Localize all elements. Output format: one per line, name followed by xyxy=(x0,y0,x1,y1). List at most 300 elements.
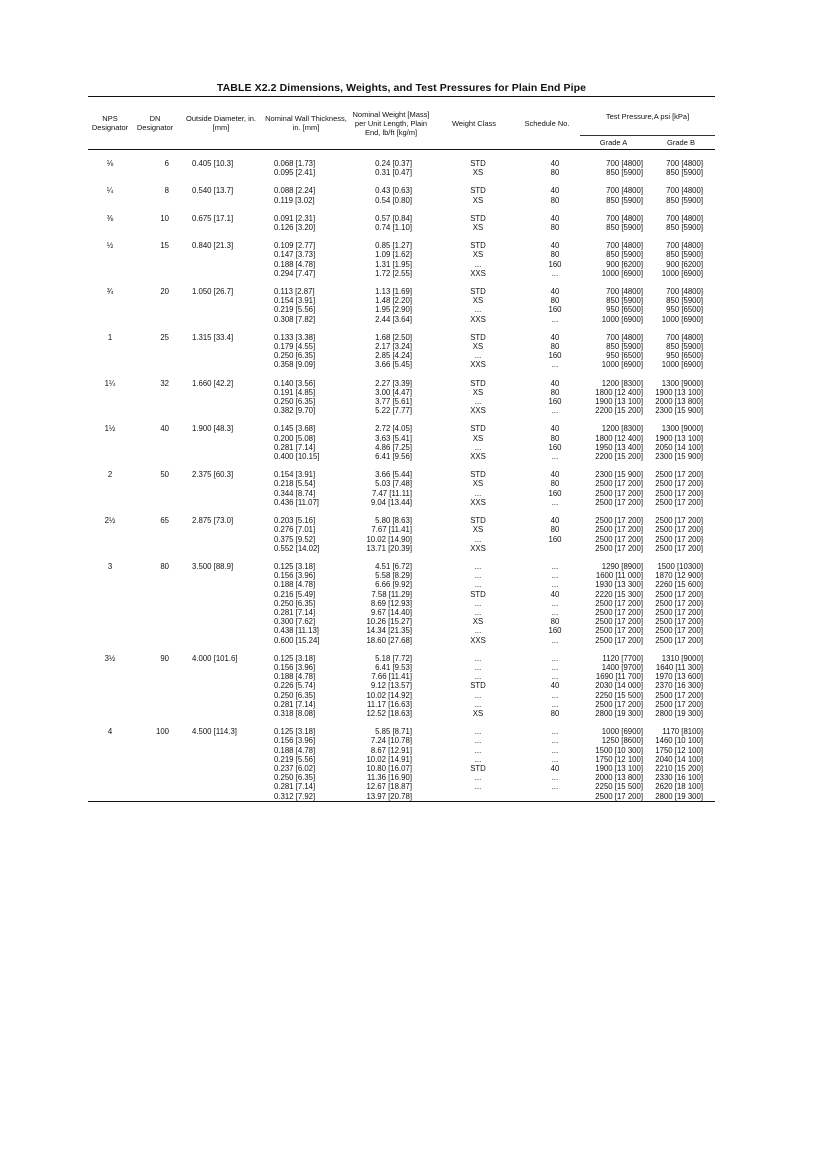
cell-weight: 2.27 [3.39] xyxy=(375,378,412,388)
cell-ga: 1800 [12 400] xyxy=(595,387,643,397)
cell-wall: 0.156 [3.96] xyxy=(274,662,316,672)
cell-weight: 5.18 [7.72] xyxy=(375,653,412,663)
cell-cls: STD xyxy=(470,287,486,297)
cell-dn xyxy=(132,608,178,617)
cell-wall: 0.216 [5.49] xyxy=(274,589,316,599)
table-row xyxy=(88,333,715,342)
cell-od xyxy=(178,525,264,534)
cell-wall: 0.312 [7.92] xyxy=(264,792,348,802)
cell-sch: ... xyxy=(551,452,559,462)
cell-od: 0.540 [13.7] xyxy=(192,186,234,196)
cell-weight: 1.13 [1.69] xyxy=(375,287,412,297)
cell-wall: 0.091 [2.31] xyxy=(274,213,316,223)
cell-cls: ... xyxy=(474,736,482,746)
cell-weight: 7.58 [11.29] xyxy=(371,589,412,599)
row-spacer xyxy=(88,370,715,379)
cell-nps: ⅜ xyxy=(106,213,114,223)
table-row xyxy=(88,379,715,388)
table-row xyxy=(88,214,715,223)
cell-dn xyxy=(132,269,178,278)
cell-cls: XXS xyxy=(470,406,486,416)
cell-gb: 700 [4800] xyxy=(666,186,703,196)
cell-dn xyxy=(132,443,178,452)
cell-nps: 1 xyxy=(107,332,113,342)
cell-wall: 0.179 [4.55] xyxy=(274,342,316,352)
cell-weight: 5.80 [8.63] xyxy=(375,516,412,526)
cell-ga: 850 [5900] xyxy=(606,296,643,306)
cell-gb: 2000 [13 800] xyxy=(655,397,703,407)
cell-sch: 80 xyxy=(550,168,560,178)
cell-weight: 2.85 [4.24] xyxy=(375,351,412,361)
cell-nps xyxy=(88,755,132,764)
cell-weight: 13.97 [20.78] xyxy=(348,792,434,802)
table-row xyxy=(88,672,715,681)
cell-weight: 10.02 [14.90] xyxy=(366,534,412,544)
cell-weight: 5.85 [8.71] xyxy=(375,727,412,737)
cell-nps xyxy=(88,681,132,690)
cell-nps: 1½ xyxy=(104,424,116,434)
cell-ga: 950 [6500] xyxy=(606,305,643,315)
cell-ga: 2030 [14 000] xyxy=(595,681,643,691)
cell-gb: 950 [6500] xyxy=(666,305,703,315)
row-spacer xyxy=(88,205,715,214)
table-row xyxy=(88,479,715,488)
cell-dn xyxy=(132,626,178,635)
cell-dn xyxy=(132,590,178,599)
cell-nps xyxy=(88,250,132,259)
cell-nps xyxy=(88,296,132,305)
cell-weight: 0.57 [0.84] xyxy=(375,213,412,223)
table-row xyxy=(88,746,715,755)
table-row xyxy=(88,571,715,580)
cell-dn xyxy=(132,571,178,580)
cell-gb: 850 [5900] xyxy=(666,296,703,306)
cell-weight: 0.85 [1.27] xyxy=(375,241,412,251)
cell-sch: 40 xyxy=(550,159,560,168)
cell-cls: ... xyxy=(474,754,482,764)
cell-cls: XXS xyxy=(470,268,486,278)
cell-wall: 0.294 [7.47] xyxy=(274,268,316,278)
cell-od xyxy=(178,479,264,488)
cell-wall: 0.375 [9.52] xyxy=(274,534,316,544)
cell-od xyxy=(178,792,264,802)
cell-sch: ... xyxy=(551,736,559,746)
cell-dn xyxy=(132,782,178,791)
cell-nps xyxy=(88,479,132,488)
table-row xyxy=(88,489,715,498)
cell-weight: 5.22 [7.77] xyxy=(375,406,412,416)
cell-od: 1.660 [42.2] xyxy=(192,378,234,388)
header-nominal-weight: Nominal Weight [Mass] per Unit Length, Plain End, lb/ft [kg/m] xyxy=(348,97,434,150)
cell-cls: STD xyxy=(470,186,486,196)
cell-cls: ... xyxy=(474,745,482,755)
cell-weight: 5.58 [8.29] xyxy=(375,571,412,581)
table-row xyxy=(88,535,715,544)
cell-weight: 9.04 [13.44] xyxy=(370,497,412,507)
cell-gb: 2500 [17 200] xyxy=(655,479,703,489)
cell-od xyxy=(178,296,264,305)
cell-dn: 90 xyxy=(160,653,169,663)
cell-weight: 1.31 [1.95] xyxy=(375,259,412,269)
cell-wall: 0.125 [3.18] xyxy=(274,561,316,571)
cell-cls: XXS xyxy=(470,360,486,370)
cell-dn: 25 xyxy=(160,332,169,342)
cell-ga: 850 [5900] xyxy=(606,168,643,178)
cell-nps xyxy=(88,599,132,608)
cell-od xyxy=(178,681,264,690)
cell-ga: 1400 [9700] xyxy=(601,662,643,672)
cell-od xyxy=(178,755,264,764)
cell-dn xyxy=(132,479,178,488)
table-row xyxy=(88,351,715,360)
cell-nps xyxy=(88,351,132,360)
table-row xyxy=(88,452,715,461)
cell-gb: 1000 [6900] xyxy=(661,360,703,370)
cell-dn xyxy=(132,452,178,461)
cell-sch: ... xyxy=(551,745,559,755)
cell-ga: 1930 [13 300] xyxy=(595,580,643,590)
cell-ga: 2500 [17 200] xyxy=(595,626,643,636)
cell-od xyxy=(178,663,264,672)
cell-gb: 2050 [14 100] xyxy=(655,442,703,452)
cell-sch: 80 xyxy=(550,525,560,535)
cell-dn xyxy=(132,388,178,397)
cell-nps xyxy=(88,792,132,802)
cell-od xyxy=(178,269,264,278)
cell-gb: 2500 [17 200] xyxy=(655,699,703,709)
table-row xyxy=(88,654,715,663)
cell-sch: 40 xyxy=(550,470,560,480)
cell-nps: ¾ xyxy=(106,287,114,297)
cell-ga: 2200 [15 200] xyxy=(595,452,643,462)
table-row xyxy=(88,498,715,507)
cell-cls: XS xyxy=(472,342,484,352)
cell-cls: ... xyxy=(474,534,482,544)
cell-weight: 8.67 [12.91] xyxy=(370,745,412,755)
table-row xyxy=(88,434,715,443)
cell-ga: 1600 [11 000] xyxy=(595,571,643,581)
table-row xyxy=(88,636,715,645)
cell-sch: 40 xyxy=(550,378,560,388)
cell-cls: STD xyxy=(470,332,486,342)
cell-gb: 2500 [17 200] xyxy=(655,617,703,627)
cell-dn xyxy=(132,709,178,718)
cell-weight: 7.67 [11.41] xyxy=(371,525,412,535)
cell-wall: 0.237 [6.02] xyxy=(274,763,316,773)
cell-cls: ... xyxy=(474,690,482,700)
cell-cls: ... xyxy=(474,305,482,315)
cell-od xyxy=(178,260,264,269)
cell-sch: 160 xyxy=(548,626,562,636)
cell-gb: 700 [4800] xyxy=(666,241,703,251)
table-row xyxy=(88,792,715,802)
cell-weight: 0.74 [1.10] xyxy=(375,223,412,233)
cell-sch: 160 xyxy=(548,259,562,269)
cell-gb: 2300 [15 900] xyxy=(655,406,703,416)
cell-nps xyxy=(88,196,132,205)
cell-gb: 950 [6500] xyxy=(666,351,703,361)
cell-cls: XXS xyxy=(470,635,486,645)
cell-cls: ... xyxy=(474,442,482,452)
cell-weight: 1.48 [2.20] xyxy=(375,296,412,306)
row-spacer xyxy=(88,177,715,186)
cell-weight: 3.66 [5.45] xyxy=(375,360,412,370)
cell-od xyxy=(178,223,264,232)
cell-od xyxy=(178,736,264,745)
cell-weight: 10.02 [14.92] xyxy=(366,690,412,700)
cell-gb: 1300 [9000] xyxy=(661,424,703,434)
cell-od xyxy=(178,498,264,507)
cell-ga: 850 [5900] xyxy=(606,342,643,352)
cell-sch: 80 xyxy=(550,342,560,352)
cell-ga: 2500 [17 200] xyxy=(595,617,643,627)
cell-sch: ... xyxy=(551,360,559,370)
cell-nps xyxy=(88,360,132,369)
cell-gb: 2500 [17 200] xyxy=(655,690,703,700)
cell-sch: 40 xyxy=(550,186,560,196)
cell-od xyxy=(178,608,264,617)
cell-weight: 3.00 [4.47] xyxy=(375,387,412,397)
cell-sch: 80 xyxy=(550,223,560,233)
cell-wall: 0.600 [15.24] xyxy=(274,635,320,645)
cell-dn xyxy=(132,342,178,351)
cell-od xyxy=(178,315,264,324)
cell-cls: XXS xyxy=(470,452,486,462)
cell-weight: 9.67 [14.40] xyxy=(370,607,412,617)
cell-gb: 2500 [17 200] xyxy=(655,516,703,526)
cell-gb: 2040 [14 100] xyxy=(655,754,703,764)
cell-cls: ... xyxy=(474,488,482,498)
cell-gb: 1750 [12 100] xyxy=(655,745,703,755)
cell-ga: 2800 [19 300] xyxy=(595,708,643,718)
cell-dn: 80 xyxy=(160,561,169,571)
table-body xyxy=(88,150,715,802)
cell-dn xyxy=(132,617,178,626)
cell-wall: 0.154 [3.91] xyxy=(274,470,316,480)
cell-od: 0.405 [10.3] xyxy=(192,159,234,168)
cell-dn xyxy=(132,580,178,589)
table-row xyxy=(88,250,715,259)
cell-od xyxy=(178,764,264,773)
cell-cls: STD xyxy=(470,378,486,388)
cell-od: 4.500 [114.3] xyxy=(192,727,237,737)
cell-ga: 700 [4800] xyxy=(606,159,643,168)
cell-sch: 80 xyxy=(550,433,560,443)
row-spacer xyxy=(88,553,715,562)
cell-nps: 2 xyxy=(107,470,113,480)
cell-weight: 2.44 [3.64] xyxy=(375,314,412,324)
cell-cls xyxy=(434,792,514,802)
cell-sch: ... xyxy=(551,727,559,737)
cell-od xyxy=(178,691,264,700)
cell-cls: XS xyxy=(472,617,484,627)
cell-weight: 9.12 [13.57] xyxy=(370,681,412,691)
cell-cls: ... xyxy=(474,626,482,636)
cell-od xyxy=(178,168,264,177)
header-dn: DN Designator xyxy=(132,97,178,150)
cell-sch: ... xyxy=(551,607,559,617)
cell-ga: 2250 [15 500] xyxy=(595,690,643,700)
cell-cls: XS xyxy=(472,223,484,233)
cell-weight: 7.24 [10.78] xyxy=(370,736,412,746)
row-spacer xyxy=(88,232,715,241)
cell-sch: 40 xyxy=(550,241,560,251)
row-spacer xyxy=(88,324,715,333)
cell-cls: ... xyxy=(474,561,482,571)
cell-od xyxy=(178,571,264,580)
cell-od xyxy=(178,709,264,718)
cell-gb: 2500 [17 200] xyxy=(655,598,703,608)
cell-dn xyxy=(132,250,178,259)
cell-weight: 4.86 [7.25] xyxy=(375,442,412,452)
header-nps: NPS Designator xyxy=(88,97,132,150)
cell-nps xyxy=(88,764,132,773)
cell-ga: 1950 [13 400] xyxy=(595,442,643,452)
table-row xyxy=(88,470,715,479)
cell-nps: 1¼ xyxy=(104,378,116,388)
cell-wall: 0.133 [3.38] xyxy=(274,332,316,342)
cell-od xyxy=(178,617,264,626)
cell-od xyxy=(178,773,264,782)
cell-sch: ... xyxy=(551,268,559,278)
cell-weight: 3.66 [5.44] xyxy=(375,470,412,480)
table-row xyxy=(88,406,715,415)
cell-ga: 700 [4800] xyxy=(606,213,643,223)
cell-cls: ... xyxy=(474,653,482,663)
cell-od xyxy=(178,590,264,599)
cell-wall: 0.552 [14.02] xyxy=(274,543,320,553)
table-row xyxy=(88,342,715,351)
cell-dn xyxy=(132,764,178,773)
cell-dn xyxy=(132,489,178,498)
cell-ga: 2250 [15 500] xyxy=(595,782,643,792)
cell-ga: 2500 [17 200] xyxy=(595,497,643,507)
cell-od xyxy=(178,782,264,791)
cell-gb: 2370 [16 300] xyxy=(655,681,703,691)
cell-weight: 4.51 [6.72] xyxy=(375,561,412,571)
cell-weight: 0.24 [0.37] xyxy=(375,159,412,168)
cell-cls: XS xyxy=(472,168,484,178)
cell-dn xyxy=(132,406,178,415)
cell-cls: ... xyxy=(474,259,482,269)
cell-nps: ¼ xyxy=(106,186,114,196)
table-row xyxy=(88,599,715,608)
cell-od xyxy=(178,443,264,452)
cell-ga: 1200 [8300] xyxy=(601,378,643,388)
cell-cls: STD xyxy=(470,470,486,480)
cell-gb: 1310 [9000] xyxy=(661,653,703,663)
cell-cls: XS xyxy=(472,387,484,397)
cell-od: 2.875 [73.0] xyxy=(192,516,234,526)
cell-weight: 14.34 [21.35] xyxy=(366,626,412,636)
cell-nps xyxy=(88,260,132,269)
cell-dn: 100 xyxy=(155,727,169,737)
cell-od: 2.375 [60.3] xyxy=(192,470,234,480)
cell-od xyxy=(178,342,264,351)
table-row xyxy=(88,305,715,314)
cell-nps xyxy=(88,773,132,782)
cell-wall: 0.068 [1.73] xyxy=(274,159,316,168)
table-row xyxy=(88,424,715,433)
cell-ga: 1000 [6900] xyxy=(601,268,643,278)
document-page xyxy=(88,80,715,802)
cell-sch: ... xyxy=(551,653,559,663)
table-row xyxy=(88,287,715,296)
cell-wall: 0.203 [5.16] xyxy=(274,516,316,526)
cell-sch: 40 xyxy=(550,287,560,297)
table-row xyxy=(88,269,715,278)
cell-sch: 40 xyxy=(550,332,560,342)
cell-cls: XS xyxy=(472,195,484,205)
cell-dn xyxy=(132,168,178,177)
cell-dn xyxy=(132,223,178,232)
table-row xyxy=(88,196,715,205)
table-row xyxy=(88,525,715,534)
cell-cls: ... xyxy=(474,773,482,783)
cell-weight: 7.66 [11.41] xyxy=(371,672,412,682)
cell-weight: 11.17 [16.63] xyxy=(367,699,412,709)
cell-cls: ... xyxy=(474,727,482,737)
cell-dn xyxy=(132,700,178,709)
cell-sch: 160 xyxy=(548,397,562,407)
cell-od xyxy=(178,196,264,205)
cell-nps xyxy=(88,736,132,745)
cell-gb: 850 [5900] xyxy=(666,250,703,260)
table-row xyxy=(88,663,715,672)
row-spacer xyxy=(88,415,715,424)
cell-dn: 50 xyxy=(160,470,169,480)
cell-gb: 850 [5900] xyxy=(666,195,703,205)
cell-ga: 950 [6500] xyxy=(606,351,643,361)
cell-sch: ... xyxy=(551,314,559,324)
cell-nps xyxy=(88,700,132,709)
cell-od xyxy=(178,406,264,415)
cell-nps: 3 xyxy=(107,561,113,571)
cell-ga: 1290 [8900] xyxy=(601,561,643,571)
cell-ga: 2300 [15 900] xyxy=(595,470,643,480)
cell-wall: 0.438 [11.13] xyxy=(274,626,319,636)
cell-dn: 15 xyxy=(160,241,169,251)
cell-wall: 0.250 [6.35] xyxy=(274,773,316,783)
cell-wall: 0.188 [4.78] xyxy=(274,259,316,269)
cell-ga: 1120 [7700] xyxy=(602,653,643,663)
cell-dn xyxy=(132,434,178,443)
cell-sch: ... xyxy=(551,754,559,764)
cell-sch: 40 xyxy=(550,516,560,526)
cell-gb: 700 [4800] xyxy=(666,287,703,297)
cell-weight: 8.69 [12.93] xyxy=(370,598,412,608)
cell-wall: 0.250 [6.35] xyxy=(274,351,316,361)
cell-cls: ... xyxy=(474,662,482,672)
cell-od xyxy=(178,636,264,645)
cell-weight: 18.60 [27.68] xyxy=(366,635,412,645)
cell-sch: 40 xyxy=(550,424,560,434)
cell-weight: 3.77 [5.61] xyxy=(375,397,412,407)
cell-sch: 40 xyxy=(550,213,560,223)
cell-dn: 40 xyxy=(160,424,169,434)
cell-nps xyxy=(88,525,132,534)
cell-gb: 700 [4800] xyxy=(666,213,703,223)
cell-gb: 900 [6200] xyxy=(666,259,703,269)
cell-sch: ... xyxy=(551,580,559,590)
cell-ga: 2500 [17 200] xyxy=(595,516,643,526)
cell-weight: 6.66 [9.92] xyxy=(375,580,412,590)
cell-od xyxy=(178,250,264,259)
cell-nps xyxy=(88,443,132,452)
cell-wall: 0.281 [7.14] xyxy=(274,442,316,452)
cell-dn xyxy=(132,544,178,553)
cell-od xyxy=(178,388,264,397)
